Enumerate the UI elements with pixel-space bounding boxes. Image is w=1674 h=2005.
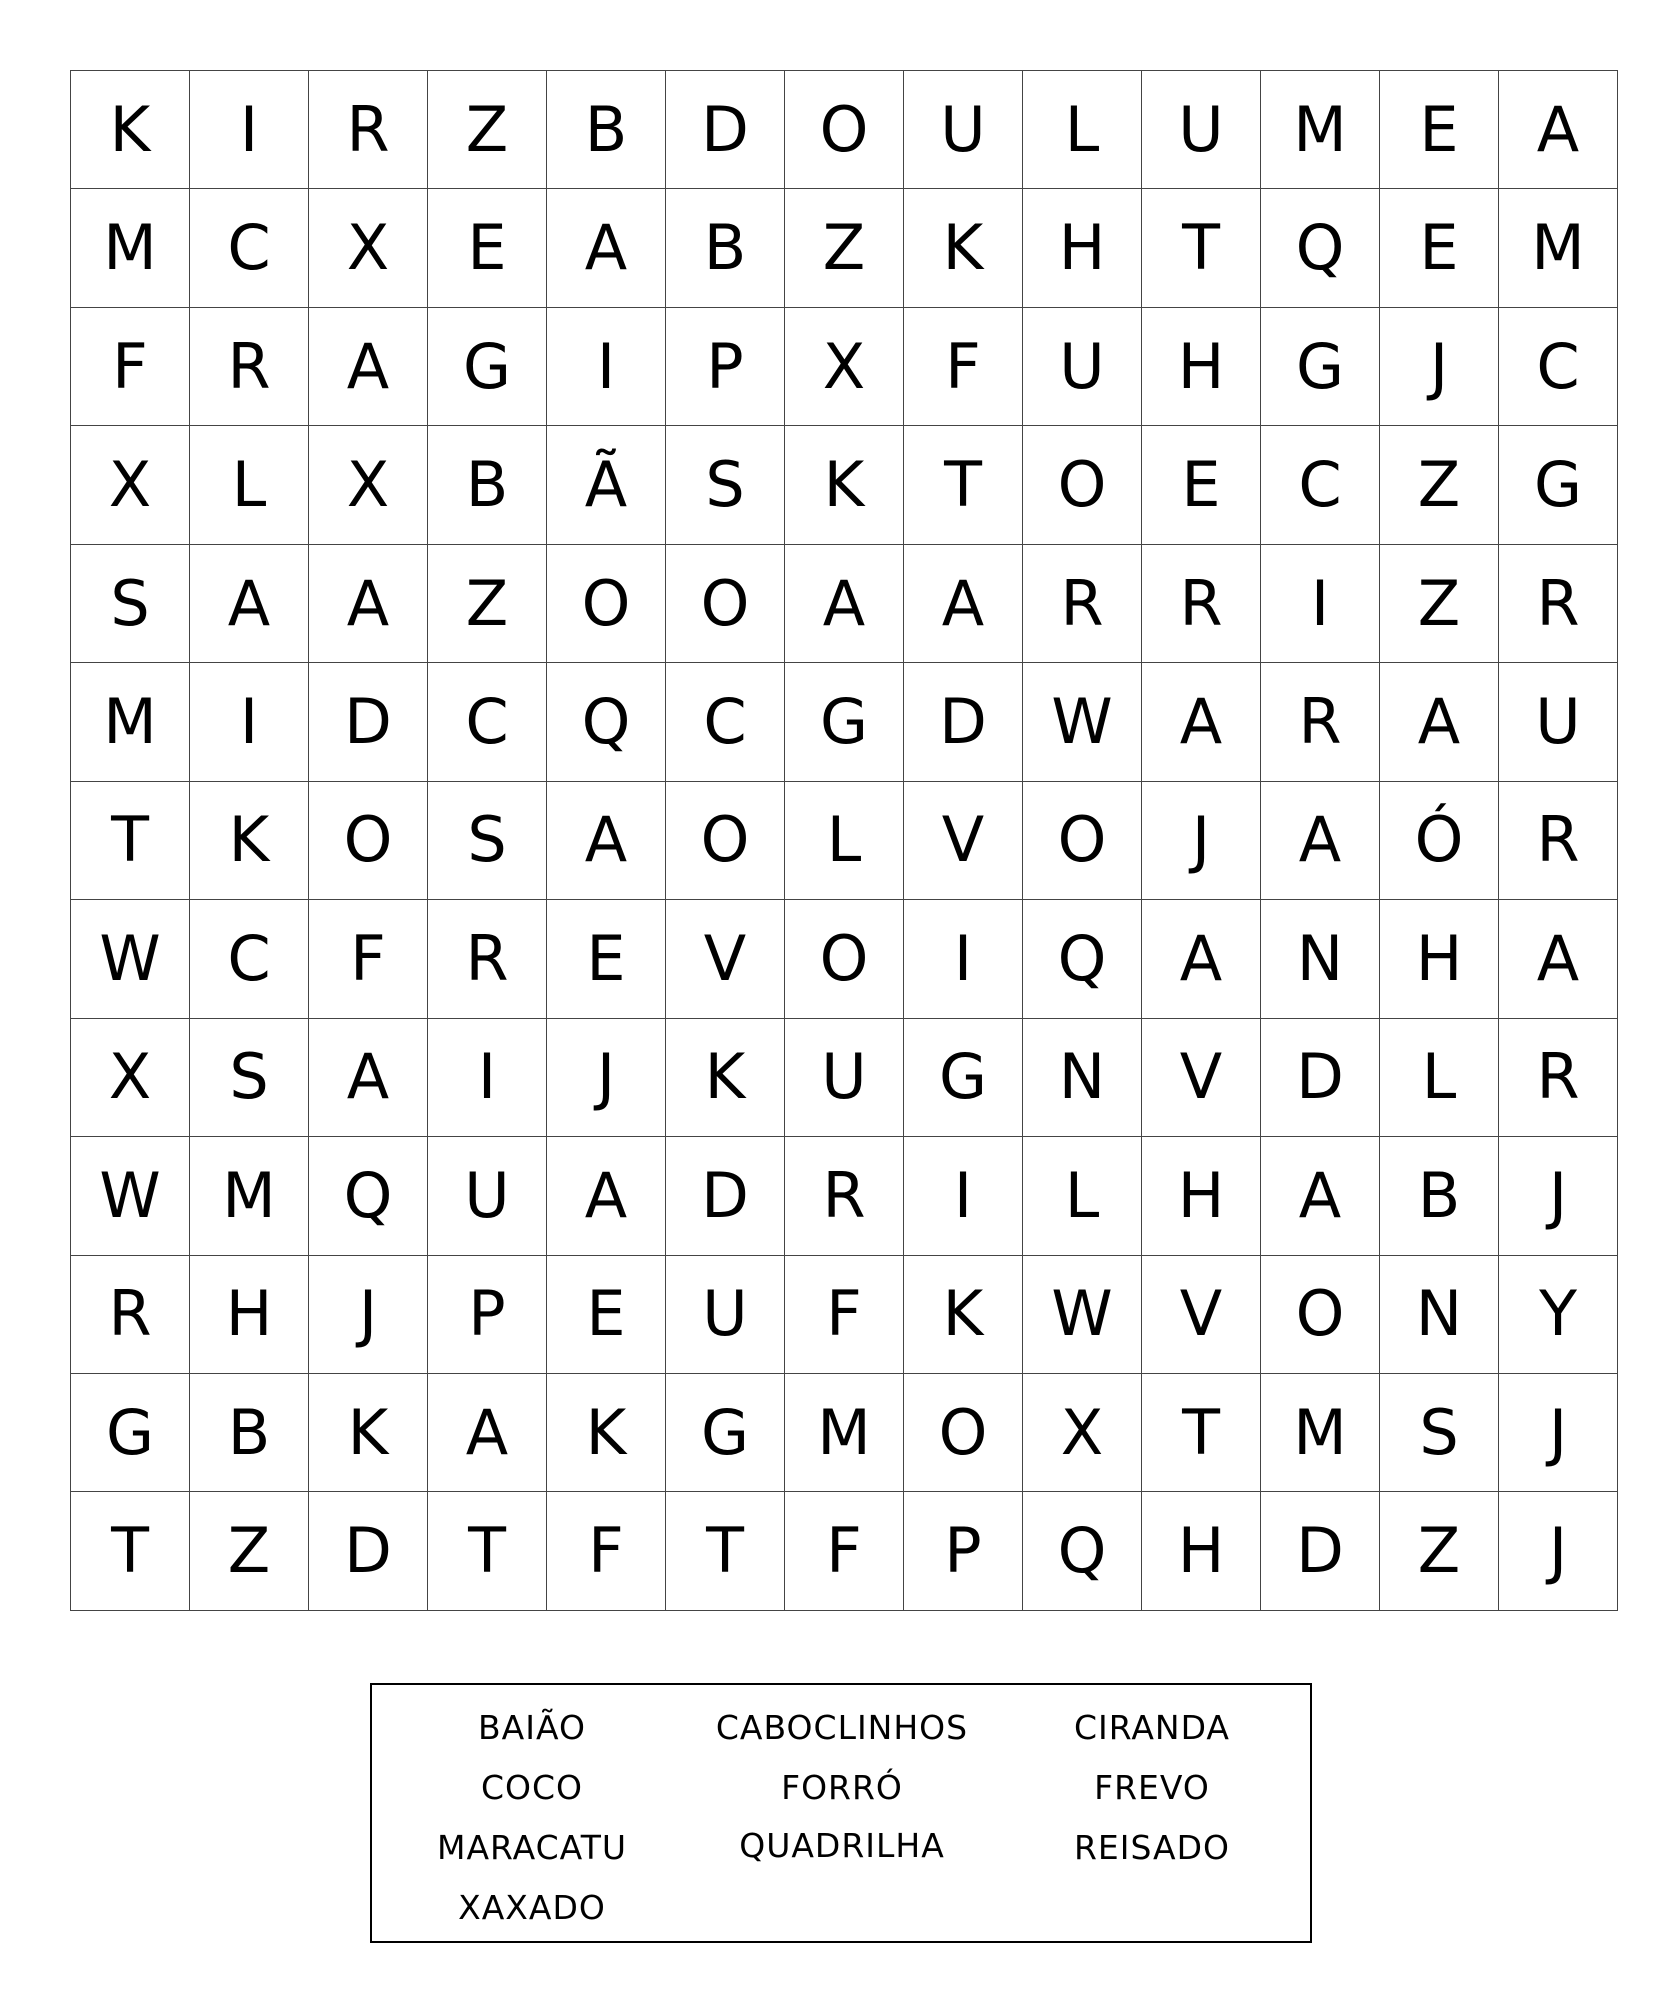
grid-row (71, 307, 1618, 425)
grid-cell[interactable]: R (785, 1137, 904, 1255)
grid-cell[interactable]: O (666, 781, 785, 899)
grid-cell[interactable]: I (904, 1137, 1023, 1255)
grid-cell[interactable]: X (71, 1018, 190, 1136)
grid-cell[interactable]: W (71, 1137, 190, 1255)
grid-cell[interactable]: A (309, 307, 428, 425)
grid-cell[interactable]: T (1142, 189, 1261, 307)
grid-cell[interactable]: O (547, 544, 666, 662)
grid-cell[interactable]: T (428, 1492, 547, 1611)
grid-cell[interactable]: V (904, 781, 1023, 899)
grid-cell[interactable]: O (1023, 781, 1142, 899)
grid-cell[interactable]: R (1499, 544, 1618, 662)
grid-cell[interactable]: A (1142, 663, 1261, 781)
grid-row (71, 663, 1618, 781)
grid-cell[interactable]: J (309, 1255, 428, 1373)
grid-cell[interactable]: B (428, 426, 547, 544)
grid-row (71, 71, 1618, 189)
grid-cell[interactable]: A (1499, 71, 1618, 189)
grid-cell[interactable]: I (428, 1018, 547, 1136)
grid-cell[interactable]: Ã (547, 426, 666, 544)
grid-cell[interactable]: H (1142, 1492, 1261, 1611)
grid-cell[interactable]: B (1380, 1137, 1499, 1255)
grid-row (71, 900, 1618, 1018)
grid-cell[interactable]: G (904, 1018, 1023, 1136)
grid-cell[interactable]: T (904, 426, 1023, 544)
grid-cell[interactable]: I (904, 900, 1023, 1018)
grid-cell[interactable]: E (1142, 426, 1261, 544)
word-item: MARACATU (437, 1828, 627, 1867)
grid-cell[interactable]: X (309, 189, 428, 307)
grid-cell[interactable]: R (190, 307, 309, 425)
grid-cell[interactable]: O (904, 1373, 1023, 1491)
grid-cell[interactable]: U (666, 1255, 785, 1373)
grid-cell[interactable]: I (547, 307, 666, 425)
grid-row (71, 189, 1618, 307)
grid-cell[interactable]: B (190, 1373, 309, 1491)
grid-cell[interactable]: K (547, 1373, 666, 1491)
grid-cell[interactable]: L (1023, 71, 1142, 189)
grid-cell[interactable]: J (547, 1018, 666, 1136)
grid-cell[interactable]: A (309, 544, 428, 662)
grid-cell[interactable]: U (785, 1018, 904, 1136)
grid-cell[interactable]: Q (1261, 189, 1380, 307)
grid-cell[interactable]: K (785, 426, 904, 544)
grid-cell[interactable]: E (547, 1255, 666, 1373)
grid-cell[interactable]: M (71, 189, 190, 307)
grid-cell[interactable]: N (1261, 900, 1380, 1018)
grid-row (71, 426, 1618, 544)
grid-cell[interactable]: C (666, 663, 785, 781)
grid-cell[interactable]: A (904, 544, 1023, 662)
grid-cell[interactable]: T (1142, 1373, 1261, 1491)
grid-cell[interactable]: A (1380, 663, 1499, 781)
grid-cell[interactable]: C (190, 900, 309, 1018)
grid-cell[interactable]: Z (1380, 1492, 1499, 1611)
grid-cell[interactable]: U (1142, 71, 1261, 189)
grid-cell[interactable]: K (71, 71, 190, 189)
grid-row (71, 781, 1618, 899)
grid-cell[interactable]: S (190, 1018, 309, 1136)
grid-cell[interactable]: A (428, 1373, 547, 1491)
grid-cell[interactable]: M (71, 663, 190, 781)
grid-cell[interactable]: O (1261, 1255, 1380, 1373)
grid-cell[interactable]: W (71, 900, 190, 1018)
grid-cell[interactable]: G (666, 1373, 785, 1491)
grid-cell[interactable]: D (1261, 1018, 1380, 1136)
grid-cell[interactable]: D (666, 71, 785, 189)
grid-cell[interactable]: M (1499, 189, 1618, 307)
grid-row (71, 1255, 1618, 1373)
grid-cell[interactable]: C (1261, 426, 1380, 544)
word-item: CABOCLINHOS (715, 1708, 969, 1747)
grid-cell[interactable]: K (309, 1373, 428, 1491)
grid-cell[interactable]: J (1499, 1373, 1618, 1491)
word-item: FREVO (1094, 1768, 1210, 1807)
grid-cell[interactable]: U (1499, 663, 1618, 781)
grid-cell[interactable]: A (309, 1018, 428, 1136)
grid-cell[interactable]: R (428, 900, 547, 1018)
grid-cell[interactable]: D (1261, 1492, 1380, 1611)
grid-cell[interactable]: F (904, 307, 1023, 425)
grid-cell[interactable]: I (190, 663, 309, 781)
grid-cell[interactable]: O (1023, 426, 1142, 544)
grid-cell[interactable]: O (785, 71, 904, 189)
grid-cell[interactable]: G (428, 307, 547, 425)
grid-cell[interactable]: E (1380, 189, 1499, 307)
grid-cell[interactable]: S (428, 781, 547, 899)
grid-cell[interactable]: A (1261, 1137, 1380, 1255)
grid-cell[interactable]: R (71, 1255, 190, 1373)
grid-cell[interactable]: V (1142, 1018, 1261, 1136)
grid-cell[interactable]: V (666, 900, 785, 1018)
grid-cell[interactable]: L (190, 426, 309, 544)
grid-cell[interactable]: M (190, 1137, 309, 1255)
grid-cell[interactable]: T (71, 781, 190, 899)
grid-cell[interactable]: H (1023, 189, 1142, 307)
grid-cell[interactable]: Q (309, 1137, 428, 1255)
grid-cell[interactable]: G (1261, 307, 1380, 425)
word-item: REISADO (1073, 1828, 1231, 1867)
grid-cell[interactable]: C (428, 663, 547, 781)
grid-cell[interactable]: D (309, 663, 428, 781)
grid-cell[interactable]: R (1142, 544, 1261, 662)
grid-cell[interactable]: D (904, 663, 1023, 781)
grid-cell[interactable]: M (785, 1373, 904, 1491)
grid-cell[interactable]: G (71, 1373, 190, 1491)
grid-cell[interactable]: E (428, 189, 547, 307)
grid-cell[interactable]: O (666, 544, 785, 662)
grid-cell[interactable]: H (1142, 1137, 1261, 1255)
grid-cell[interactable]: Q (1023, 1492, 1142, 1611)
grid-cell[interactable]: Ó (1380, 781, 1499, 899)
grid-cell[interactable]: F (785, 1255, 904, 1373)
grid-cell[interactable]: U (1023, 307, 1142, 425)
grid-cell[interactable]: G (785, 663, 904, 781)
grid-cell[interactable]: A (1499, 900, 1618, 1018)
grid-cell[interactable]: K (904, 189, 1023, 307)
grid-cell[interactable]: K (666, 1018, 785, 1136)
grid-cell[interactable]: Z (785, 189, 904, 307)
grid-cell[interactable]: P (666, 307, 785, 425)
grid-cell[interactable]: J (1142, 781, 1261, 899)
grid-cell[interactable]: F (785, 1492, 904, 1611)
grid-cell[interactable]: E (1380, 71, 1499, 189)
grid-row (71, 1137, 1618, 1255)
grid-cell[interactable]: J (1499, 1137, 1618, 1255)
grid-cell[interactable]: Z (428, 544, 547, 662)
grid-cell[interactable]: O (785, 900, 904, 1018)
grid-cell[interactable]: Z (190, 1492, 309, 1611)
grid-cell[interactable]: Q (547, 663, 666, 781)
grid-cell[interactable]: Z (428, 71, 547, 189)
grid-cell[interactable]: A (1261, 781, 1380, 899)
grid-row (71, 1492, 1618, 1611)
grid-cell[interactable]: R (1499, 1018, 1618, 1136)
grid-cell[interactable]: K (190, 781, 309, 899)
grid-cell[interactable]: C (1499, 307, 1618, 425)
grid-cell[interactable]: J (1499, 1492, 1618, 1611)
grid-cell[interactable]: T (71, 1492, 190, 1611)
grid-cell[interactable]: A (190, 544, 309, 662)
grid-cell[interactable]: U (428, 1137, 547, 1255)
grid-cell[interactable]: A (1142, 900, 1261, 1018)
grid-cell[interactable]: B (666, 189, 785, 307)
word-item: BAIÃO (478, 1708, 586, 1747)
grid-cell[interactable]: D (666, 1137, 785, 1255)
grid-cell[interactable]: X (785, 307, 904, 425)
grid-cell[interactable]: V (1142, 1255, 1261, 1373)
grid-row (71, 1018, 1618, 1136)
word-item: FORRÓ (781, 1768, 903, 1807)
grid-cell[interactable]: U (904, 71, 1023, 189)
grid-cell[interactable]: A (547, 781, 666, 899)
grid-cell[interactable]: M (1261, 1373, 1380, 1491)
grid-cell[interactable]: S (71, 544, 190, 662)
grid-cell[interactable]: N (1023, 1018, 1142, 1136)
grid-cell[interactable]: N (1380, 1255, 1499, 1373)
grid-cell[interactable]: R (1499, 781, 1618, 899)
grid-row (71, 544, 1618, 662)
grid-cell[interactable]: K (904, 1255, 1023, 1373)
grid-cell[interactable]: R (1261, 663, 1380, 781)
grid-cell[interactable]: W (1023, 1255, 1142, 1373)
grid-cell[interactable]: P (904, 1492, 1023, 1611)
grid-cell[interactable]: Y (1499, 1255, 1618, 1373)
grid-cell[interactable]: S (666, 426, 785, 544)
grid-cell[interactable]: L (785, 781, 904, 899)
letter-grid (70, 70, 1618, 1611)
word-item: QUADRILHA (739, 1826, 945, 1865)
grid-cell[interactable]: A (547, 1137, 666, 1255)
word-list (370, 1683, 1312, 1943)
grid-cell[interactable]: Z (1380, 544, 1499, 662)
grid-cell[interactable]: Z (1380, 426, 1499, 544)
grid-cell[interactable]: A (785, 544, 904, 662)
grid-cell[interactable]: C (190, 189, 309, 307)
grid-cell[interactable]: M (1261, 71, 1380, 189)
grid-cell[interactable]: L (1380, 1018, 1499, 1136)
grid-cell[interactable]: L (1023, 1137, 1142, 1255)
grid-cell[interactable]: W (1023, 663, 1142, 781)
grid-cell[interactable]: E (547, 900, 666, 1018)
grid-cell[interactable]: G (1499, 426, 1618, 544)
grid-cell[interactable]: I (1261, 544, 1380, 662)
grid-cell[interactable]: H (1142, 307, 1261, 425)
word-item: CIRANDA (1073, 1708, 1231, 1747)
grid-cell[interactable]: H (1380, 900, 1499, 1018)
grid-cell[interactable]: R (309, 71, 428, 189)
grid-cell[interactable]: D (309, 1492, 428, 1611)
grid-cell[interactable]: X (1023, 1373, 1142, 1491)
grid-cell[interactable]: J (1380, 307, 1499, 425)
grid-cell[interactable]: F (309, 900, 428, 1018)
grid-cell[interactable]: F (71, 307, 190, 425)
grid-cell[interactable]: X (71, 426, 190, 544)
grid-cell[interactable]: T (666, 1492, 785, 1611)
word-item: COCO (480, 1768, 584, 1807)
grid-cell[interactable]: X (309, 426, 428, 544)
grid-cell[interactable]: S (1380, 1373, 1499, 1491)
grid-cell[interactable]: A (547, 189, 666, 307)
grid-cell[interactable]: H (190, 1255, 309, 1373)
grid-cell[interactable]: Q (1023, 900, 1142, 1018)
grid-cell[interactable]: O (309, 781, 428, 899)
grid-cell[interactable]: F (547, 1492, 666, 1611)
grid-cell[interactable]: B (547, 71, 666, 189)
grid-cell[interactable]: I (190, 71, 309, 189)
grid-cell[interactable]: P (428, 1255, 547, 1373)
word-item: XAXADO (458, 1888, 606, 1927)
grid-cell[interactable]: R (1023, 544, 1142, 662)
grid-row (71, 1373, 1618, 1491)
